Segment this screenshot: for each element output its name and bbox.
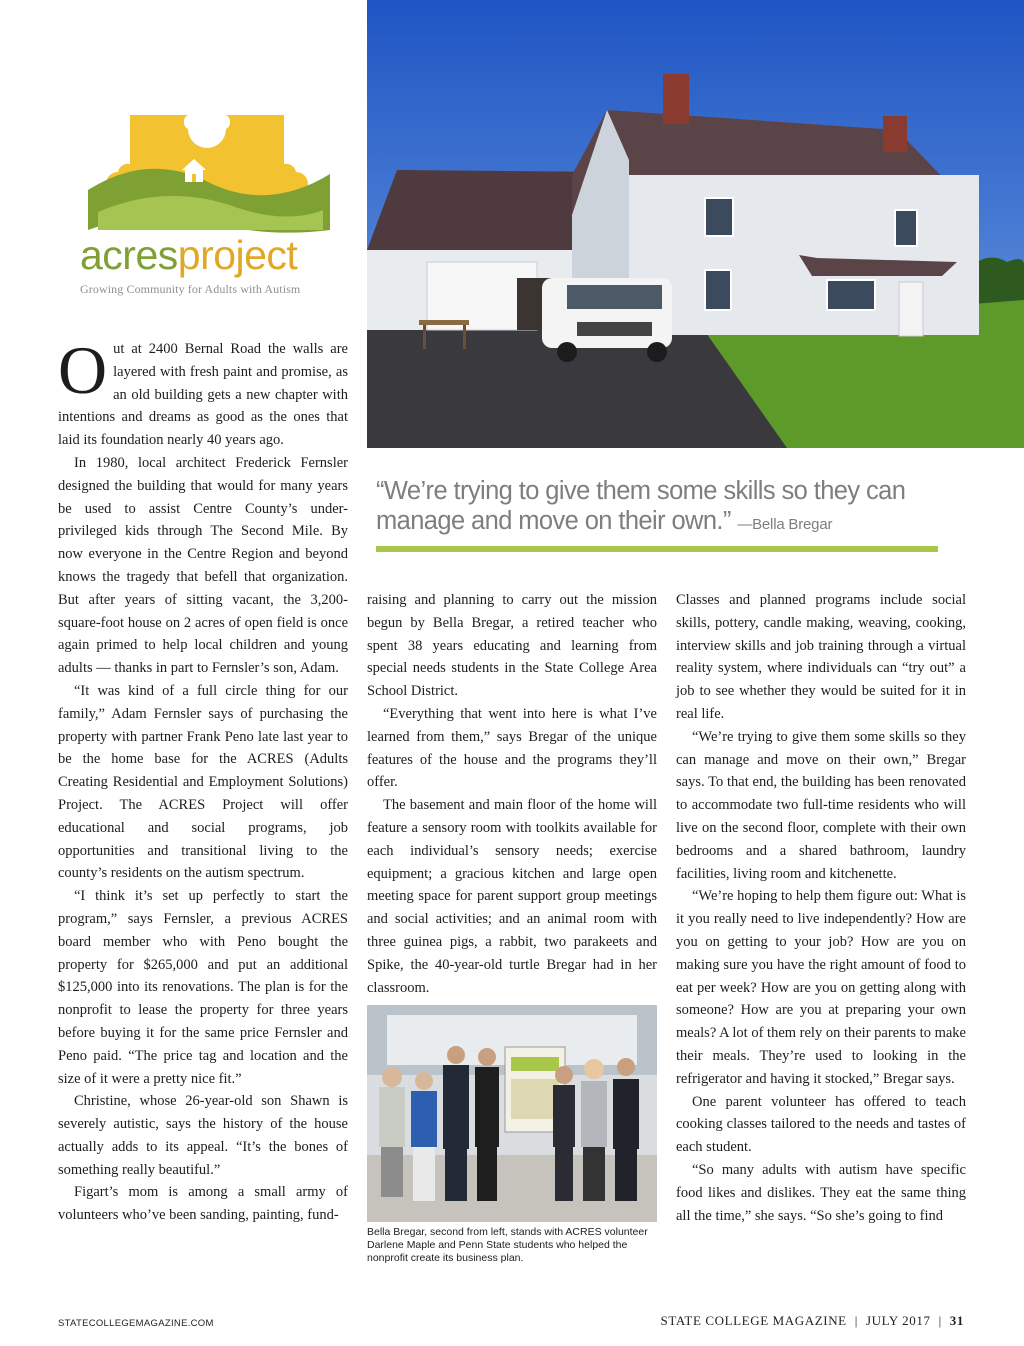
footer-website: STATECOLLEGEMAGAZINE.COM xyxy=(58,1318,214,1329)
group-photo xyxy=(367,1005,657,1222)
paragraph: “It was kind of a full circle thing for our family,” Adam Fernsler says of purchasing the property with partner Frank Peno late last year to be the home base for the ACRES (Adults Creating Residential and Employment Solutions) Project. The ACRES Project will offer educational and social programs, job opportunities and transitional living to the county’s residents on the autism spectrum. xyxy=(58,682,348,882)
pull-quote xyxy=(376,476,986,540)
footer-folio xyxy=(661,1313,964,1329)
paragraph: Classes and planned programs include social skills, pottery, candle making, weaving, cooking, interview skills and job training through a virtual reality system, where individuals can “try out” a job to see whether they would be suited for it in real life. xyxy=(676,592,966,722)
logo-word-acres: acres xyxy=(80,232,178,278)
pull-quote-attribution: —Bella Bregar xyxy=(737,516,833,533)
pull-quote-text: “We’re trying to give them some skills so they can manage and move on their own.” xyxy=(376,477,906,535)
paragraph: In 1980, local architect Frederick Fernsler designed the building that would for many years be used to assist Centre County’s under-privileged kids through The Second Mile. By now everyone in the Centre Region and beyond knows the tragedy that befell that organization. But after years of sitting vacant, the 3,200-square-foot house on 2 acres of open field is once again primed to help local children and young adults — thanks in part to Fernsler’s son, Adam. xyxy=(58,454,348,677)
paragraph: “I think it’s set up perfectly to start the program,” says Fernsler, a previous ACRES board member who with Peno bought the property for $265,000 and put an additional $125,000 into its renovations. The plan is for the nonprofit to lease the property for three years before buying it for the same price Fernsler and Peno paid. “The price tag and location and the size of it were a pretty nice fit.” xyxy=(58,888,348,1087)
logo-tagline: Growing Community for Adults with Autism xyxy=(80,282,301,296)
paragraph: The basement and main floor of the home will feature a sensory room with toolkits available for each individual’s sensory needs; exercise equipment; a gracious kitchen and large open meeting space for parent support group meetings and social activities; and an animal room with three guinea pigs, a rabbit, two parakeets and Spike, the 40-year-old turtle Bregar had in her classroom. xyxy=(367,797,657,996)
article-column-2 xyxy=(367,589,657,999)
page-number: 31 xyxy=(949,1313,964,1328)
logo-wordmark xyxy=(80,233,340,277)
paragraph: Figart’s mom is among a small army of volunteers who’ve been sanding, painting, fund- xyxy=(58,1184,348,1224)
paragraph: Out at 2400 Bernal Road the walls are layered with fresh paint and promise, as an old building gets a new chapter with intentions and dreams as good as the ones that laid its foundation nearly 40 years ago. xyxy=(58,332,348,449)
paragraph: Christine, whose 26-year-old son Shawn is severely autistic, says the history of the house actually adds to its appeal. “It’s the bones of something really beautiful.” xyxy=(58,1093,348,1178)
article-column-1 xyxy=(58,332,348,1227)
pull-quote-rule xyxy=(376,546,938,552)
footer-issue: JULY 2017 xyxy=(865,1313,931,1328)
paragraph: “We’re trying to give them some skills so they can manage and move on their own,” Bregar says. To that end, the building has been renovated to accommodate two full-time residents who will live on the second floor, complete with their own bedrooms and a shared bathroom, laundry facilities, living room and kitchenette. xyxy=(676,728,966,882)
footer-separator: | xyxy=(854,1313,858,1328)
drop-cap: O xyxy=(58,332,108,408)
paragraph: “So many adults with autism have specific food likes and dislikes. They eat the same thing all the time,” she says. “So she’s going to find xyxy=(676,1161,966,1224)
paragraph: “We’re hoping to help them figure out: What is it you really need to live independently? How are you on getting to your job? How are you on making sure you have the right amount of food to eat per week? How are you on getting along with someone? How are you at preparing your own meals? A lot of them rely on their parents to make their meals. They’re used to looking in the refrigerator and having it stocked,” Bregar says. xyxy=(676,888,966,1087)
logo-word-project: project xyxy=(177,232,298,278)
photo-caption: Bella Bregar, second from left, stands with ACRES volunteer Darlene Maple and Penn State students who helped the nonprofit create its business plan. xyxy=(367,1226,648,1264)
footer-magazine-name: STATE COLLEGE MAGAZINE xyxy=(660,1313,847,1328)
house-photo xyxy=(367,0,1024,448)
paragraph: raising and planning to carry out the mission begun by Bella Bregar, a retired teacher who spent 38 years educating and learning from special needs students in the State College Area School District. xyxy=(367,592,657,700)
article-column-3 xyxy=(676,589,966,1227)
footer-separator: | xyxy=(938,1313,942,1328)
paragraph: “Everything that went into here is what I’ve learned from them,” says Bregar of the unique features of the house and the programs they’ll offer. xyxy=(367,705,657,791)
paragraph: One parent volunteer has offered to teach cooking classes tailored to the needs and tastes of each student. xyxy=(676,1093,966,1156)
